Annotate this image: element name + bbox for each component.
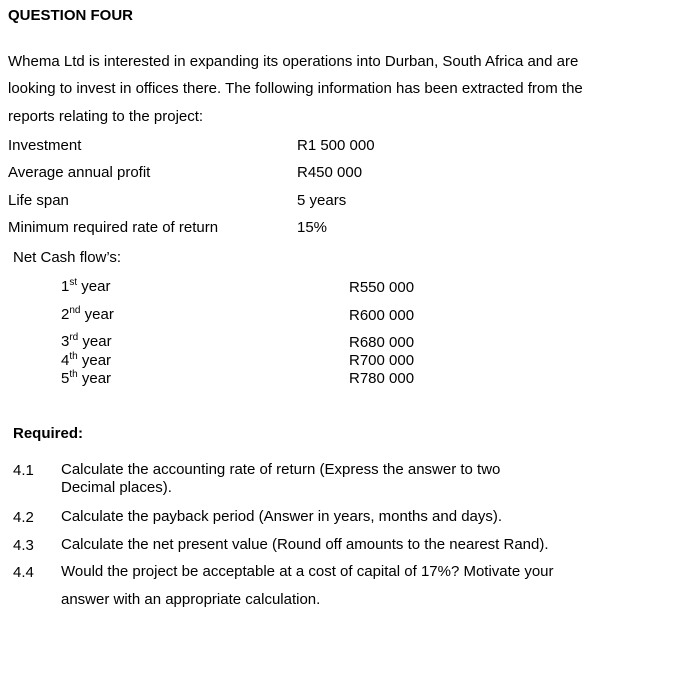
question-number-4-2: 4.2: [13, 509, 34, 526]
question-text-4-4-cont: answer with an appropriate calculation.: [61, 591, 321, 608]
cash-flow-amount-4: R700 000: [349, 352, 415, 369]
intro-line-3: reports relating to the project:: [8, 108, 204, 125]
detail-value-life-span: 5 years: [297, 192, 347, 209]
cash-flow-year-1: 1st year: [61, 277, 111, 295]
cash-flow-amount-3: R680 000: [349, 334, 415, 351]
page-title: QUESTION FOUR: [8, 7, 134, 24]
cash-flow-amount-1: R550 000: [349, 279, 415, 296]
detail-label-investment: Investment: [8, 137, 82, 154]
detail-label-profit: Average annual profit: [8, 164, 151, 181]
intro-line-2: looking to invest in offices there. The following information has been extracted from the: [8, 80, 583, 97]
detail-value-profit: R450 000: [297, 164, 363, 181]
question-number-4-4: 4.4: [13, 564, 34, 581]
net-cash-flow-heading: Net Cash flow’s:: [13, 249, 122, 266]
cash-flow-year-2: 2nd year: [61, 305, 114, 323]
question-text-4-2: Calculate the payback period (Answer in years, months and days).: [61, 508, 503, 525]
question-number-4-3: 4.3: [13, 537, 34, 554]
detail-value-rate: 15%: [297, 219, 328, 236]
question-text-4-4: Would the project be acceptable at a cost of capital of 17%? Motivate your: [61, 563, 554, 580]
required-heading: Required:: [13, 425, 84, 442]
question-text-4-3: Calculate the net present value (Round off amounts to the nearest Rand).: [61, 536, 549, 553]
detail-label-life-span: Life span: [8, 192, 69, 209]
cash-flow-amount-5: R780 000: [349, 370, 415, 387]
question-number-4-1: 4.1: [13, 462, 34, 479]
cash-flow-year-5: 5th year: [61, 369, 112, 387]
detail-label-rate: Minimum required rate of return: [8, 219, 219, 236]
cash-flow-amount-2: R600 000: [349, 307, 415, 324]
question-text-4-1: Calculate the accounting rate of return (Express the answer to two Decimal places).: [61, 461, 501, 496]
intro-line-1: Whema Ltd is interested in expanding its operations into Durban, South Africa and are: [8, 53, 579, 70]
detail-value-investment: R1 500 000: [297, 137, 375, 154]
cash-flow-year-4: 4th year: [61, 351, 112, 369]
cash-flow-year-3: 3rd year: [61, 332, 112, 350]
